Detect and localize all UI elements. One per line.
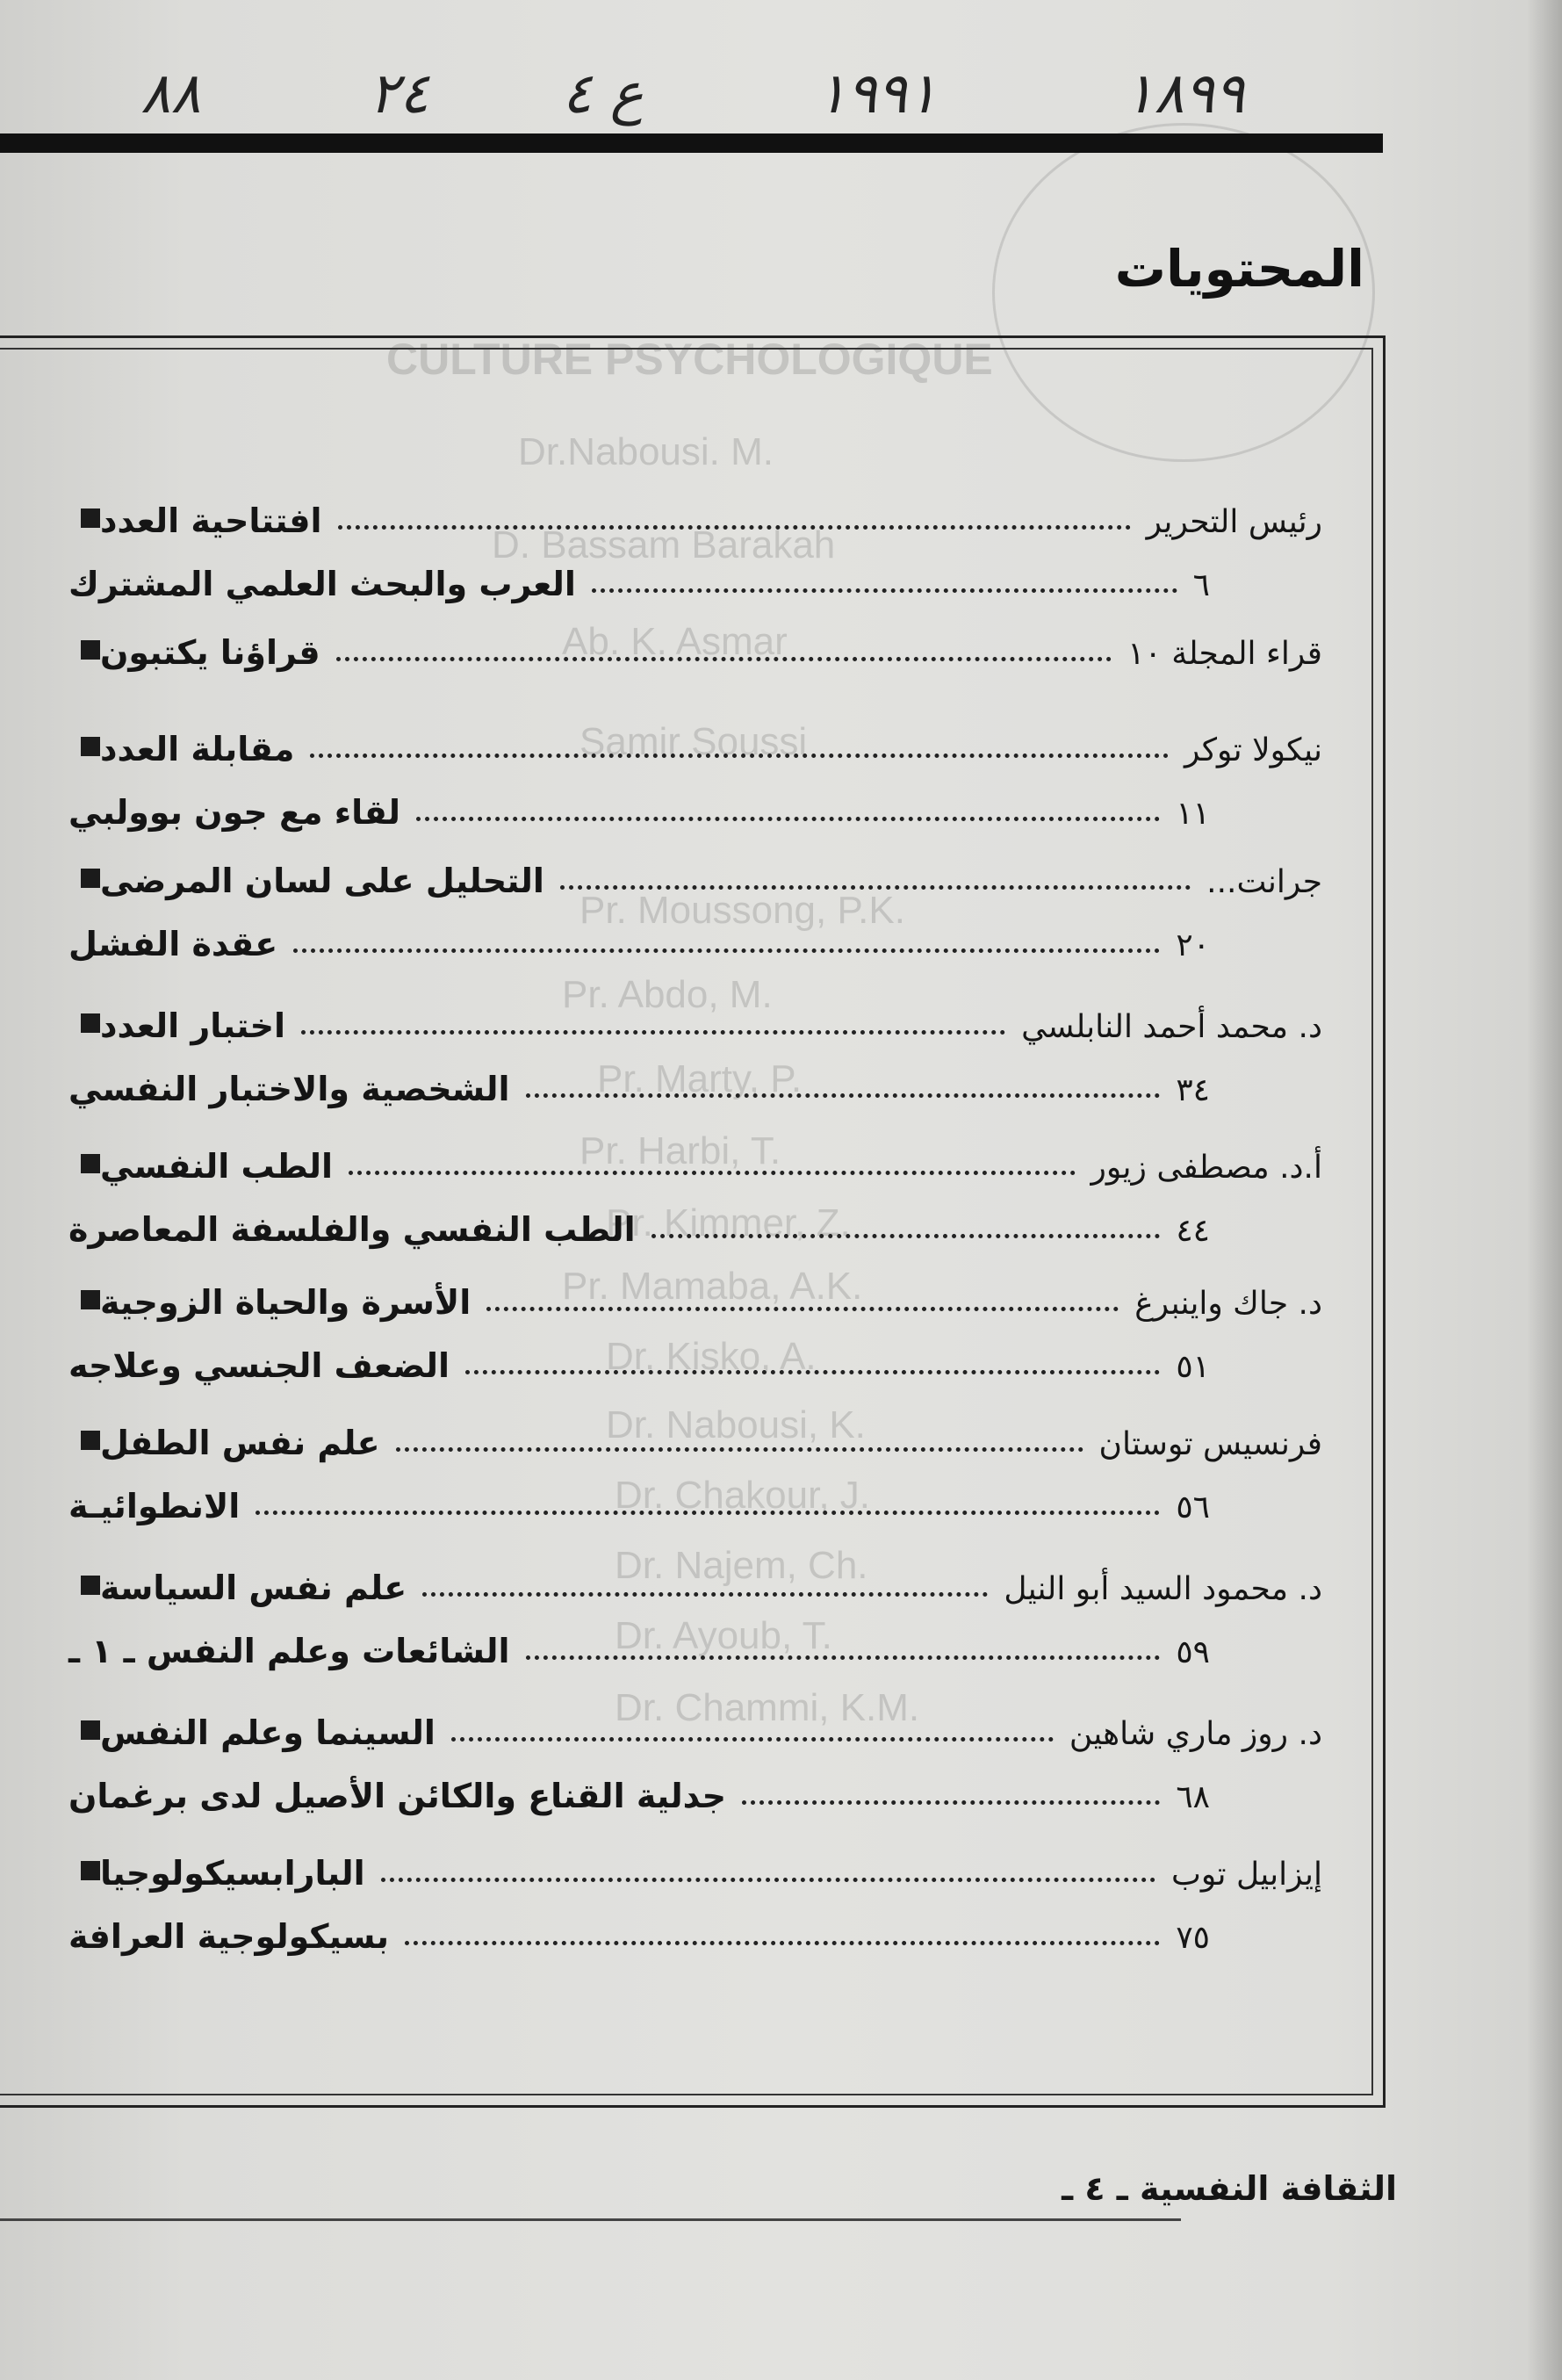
ghost-name: Pr. Harbi, T. [579, 1129, 781, 1172]
square-bullet-icon [81, 1720, 100, 1740]
square-bullet-icon [81, 737, 100, 756]
toc-author: د. جاك واينبرغ [1134, 1286, 1322, 1322]
handwritten-mark: ٢٤ [369, 61, 429, 126]
dot-leader [526, 1093, 1161, 1098]
ghost-name: Pr. Kimmer, Z. [606, 1201, 851, 1244]
handwritten-mark: ١٨٩٩ [1124, 61, 1245, 126]
square-bullet-icon [81, 1290, 100, 1309]
ghost-name: Dr. Ayoub, T. [615, 1614, 832, 1657]
ghost-name: Dr. Chakour, J. [615, 1474, 871, 1517]
square-bullet-icon [81, 1576, 100, 1595]
square-bullet-icon [81, 1013, 100, 1033]
toc-author: د. محمود السيد أبو النيل [1004, 1571, 1322, 1607]
toc-entry [68, 1133, 1322, 1186]
ghost-name: Samir Soussi [579, 720, 808, 763]
toc-section-title: اختبار العدد [100, 1006, 286, 1045]
toc-entry [68, 1410, 1322, 1462]
toc-entry [68, 847, 1322, 900]
toc-article-title: جدلية القناع والكائن الأصيل لدى برغمان [68, 1777, 726, 1815]
page-footer: الثقافة النفسية ـ ٤ ـ [1062, 2169, 1397, 2208]
toc-section-title: الطب النفسي [100, 1147, 334, 1186]
toc-author: فرنسيس توستان [1098, 1426, 1322, 1462]
ghost-name: Dr. Chammi, K.M. [615, 1686, 920, 1729]
toc-author: جرانت... [1206, 864, 1322, 900]
dot-leader [451, 1737, 1054, 1742]
dot-leader [526, 1655, 1161, 1660]
dot-leader [338, 525, 1131, 530]
toc-article [68, 1763, 1210, 1815]
toc-page-number: ٣٤ [1176, 1072, 1210, 1108]
toc-section-title: افتتاحية العدد [100, 501, 322, 540]
toc-article [68, 1473, 1210, 1525]
toc-entry [68, 619, 1322, 672]
square-bullet-icon [81, 1431, 100, 1450]
square-bullet-icon [81, 1861, 100, 1880]
footer-rule [0, 2218, 1181, 2221]
square-bullet-icon [81, 640, 100, 660]
toc-section-title: الأسرة والحياة الزوجية [100, 1283, 471, 1322]
toc-entry [68, 992, 1322, 1045]
toc-author: قراء المجلة ١٠ [1127, 636, 1322, 672]
toc-entry [68, 1554, 1322, 1607]
toc-page-number: ٢٠ [1176, 927, 1210, 963]
toc-page-number: ٥٩ [1176, 1634, 1210, 1670]
toc-article-title: لقاء مع جون بوولبي [68, 793, 401, 832]
toc-section-title: قراؤنا يكتبون [100, 633, 320, 672]
dot-leader [651, 1234, 1161, 1238]
toc-author: إيزابيل توب [1171, 1857, 1322, 1893]
toc-article [68, 551, 1210, 603]
ghost-name: Dr. Nabousi, K. [606, 1403, 866, 1446]
dot-leader [486, 1307, 1119, 1311]
toc-article [68, 1903, 1210, 1956]
ghost-name: Dr.Nabousi. M. [518, 430, 774, 473]
dot-leader [381, 1878, 1155, 1882]
toc-article [68, 911, 1210, 963]
toc-entry [68, 1699, 1322, 1752]
toc-article [68, 779, 1210, 832]
toc-author: رئيس التحرير [1146, 504, 1322, 540]
ghost-name: Pr. Marty, P. [597, 1057, 803, 1100]
toc-page-number: ٦ [1192, 567, 1210, 603]
toc-section-title: التحليل على لسان المرضى [100, 862, 544, 900]
dot-leader [560, 885, 1191, 890]
ghost-name: Dr. Najem, Ch. [615, 1544, 868, 1587]
toc-author: نيكولا توكر [1184, 732, 1322, 768]
toc-article [68, 1618, 1210, 1670]
dot-leader [336, 657, 1112, 661]
dot-leader [396, 1447, 1083, 1452]
toc-page-number: ٦٨ [1176, 1779, 1210, 1815]
square-bullet-icon [81, 869, 100, 888]
square-bullet-icon [81, 508, 100, 528]
dot-leader [405, 1941, 1160, 1945]
handwritten-mark: ٨٨ [140, 61, 201, 126]
dot-leader [256, 1511, 1160, 1515]
toc-article-title: بسيكولوجية العرافة [68, 1917, 389, 1956]
toc-article-title: الانطوائيـة [68, 1487, 241, 1525]
ghost-name: Pr. Mamaba, A.K. [562, 1265, 863, 1308]
ghost-name: Pr. Moussong, P.K. [579, 889, 905, 932]
toc-author: د. محمد أحمد النابلسي [1021, 1009, 1322, 1045]
dot-leader [422, 1592, 988, 1597]
square-bullet-icon [81, 1154, 100, 1173]
toc-page-number: ٧٥ [1176, 1920, 1210, 1956]
dot-leader [310, 754, 1169, 758]
toc-section-title: البارابسيكولوجيا [100, 1854, 365, 1893]
toc-article [68, 1196, 1210, 1249]
ghost-name: Dr. Kisko, A. [606, 1335, 817, 1378]
dot-leader [742, 1800, 1160, 1805]
dot-leader [293, 948, 1160, 953]
page-title: المحتويات [1114, 239, 1364, 299]
toc-section-title: علم نفس السياسة [100, 1569, 407, 1607]
dot-leader [416, 817, 1160, 821]
toc-section-title: علم نفس الطفل [100, 1424, 380, 1462]
dot-leader [465, 1370, 1160, 1374]
toc-article-title: عقدة الفشل [68, 925, 278, 963]
toc-article-title: الشخصية والاختبار النفسي [68, 1070, 510, 1108]
ghost-name: Pr. Abdo, M. [562, 973, 773, 1016]
handwritten-mark: ع ٤ [562, 61, 644, 126]
toc-page-number: ١١ [1176, 796, 1210, 832]
toc-entry [68, 1840, 1322, 1893]
toc-article [68, 1056, 1210, 1108]
toc-article [68, 1332, 1210, 1385]
toc-article-title: العرب والبحث العلمي المشترك [68, 565, 576, 603]
dot-leader [301, 1030, 1005, 1035]
toc-article-title: الضعف الجنسي وعلاجه [68, 1346, 450, 1385]
toc-page-number: ٤٤ [1176, 1213, 1210, 1249]
dot-leader [592, 588, 1177, 593]
dot-leader [349, 1171, 1076, 1175]
toc-author: أ.د. مصطفى زيور [1091, 1150, 1322, 1186]
toc-author: د. روز ماري شاهين [1069, 1716, 1322, 1752]
toc-section-title: مقابلة العدد [100, 730, 295, 768]
ghost-name: D. Bassam Barakah [492, 523, 836, 566]
toc-section-title: السينما وعلم النفس [100, 1713, 435, 1752]
toc-entry [68, 1269, 1322, 1322]
toc-page-number: ٥١ [1176, 1349, 1210, 1385]
ghost-name: Ab. K. Asmar [562, 620, 788, 663]
toc-entry [68, 487, 1322, 540]
toc-entry [68, 716, 1322, 768]
toc-article-title: الشائعات وعلم النفس ـ ١ ـ [68, 1632, 510, 1670]
handwritten-mark: ١٩٩١ [817, 61, 938, 126]
ghost-masthead: CULTURE PSYCHOLOGIQUE [386, 335, 993, 384]
toc-page-number: ٥٦ [1176, 1489, 1210, 1525]
toc-article-title: الطب النفسي والفلسفة المعاصرة [68, 1210, 636, 1249]
